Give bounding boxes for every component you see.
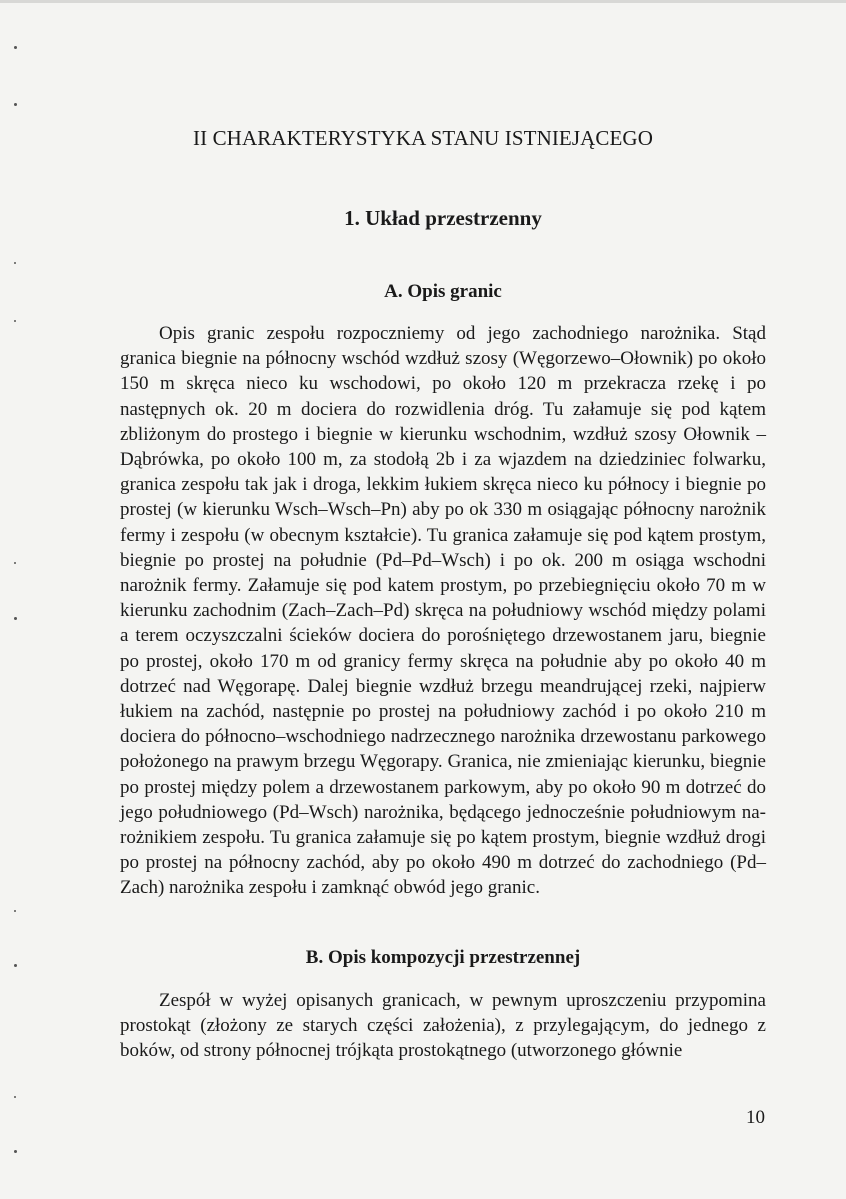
scan-margin-mark xyxy=(14,103,17,106)
scan-margin-mark xyxy=(14,320,16,322)
scan-margin-mark xyxy=(14,262,16,264)
scan-margin-mark xyxy=(14,46,17,49)
scan-margin-mark xyxy=(14,562,16,564)
page-number: 10 xyxy=(746,1107,765,1128)
scan-margin-mark xyxy=(14,617,17,620)
scan-margin-mark xyxy=(14,910,16,912)
scan-margin-mark xyxy=(14,1150,17,1153)
subsection-b-title: B. Opis kompozycji przestrzennej xyxy=(305,947,581,968)
section-title: 1. Układ przestrzenny xyxy=(344,206,542,230)
scan-margin-mark xyxy=(14,1096,16,1098)
chapter-title: II CHARAKTERYSTYKA STANU ISTNIEJĄCEGO xyxy=(193,126,653,150)
subsection-a-paragraph: Opis granic zespołu rozpoczniemy od jego zachodniego narożnika. Stąd granica biegnie na północny wschód wzdłuż szosy (Węgorzewo–Ołownik) po około 150 m skręca nieco ku wschodowi, po około 120 m przekracza rzekę i po następnych ok. 20 m dociera do rozwidlenia dróg. Tu załamuje się pod kątem zbliżonym do prostego i biegnie w kierunku wschodnim, wzdłuż szosy Ołownik – Dąbrówka, po około 100 m, za stodołą 2b i za wjazdem na dziedziniec folwarku, granica zespołu tak jak i droga, lekkim łukiem skręca nieco ku północy i biegnie po prostej (w kierunku Wsch–Wsch–Pn) aby po ok 330 m osiągając północny narożnik fermy i zespołu (w obecnym kształcie). Tu granica załamuje się pod kątem prostym, biegnie po prostej na południe (Pd–Pd–Wsch) i po ok. 200 m osiąga wschodni narożnik fermy. Załamuje się pod katem prostym, po przebiegnięciu około 70 m w kierunku zachodnim (Zach–Zach–Pd) skręca na południowy wschód między polami a terem oczyszczalni ścieków dociera do porośniętego drzewostanem jaru, biegnie po prostej, około 170 m od granicy fermy skręca na południe aby po około 40 m dotrzeć nad Węgorapę. Dalej biegnie wzdłuż brzegu meandrującej rzeki, najpierw łukiem na zachód, następnie po prostej na południowy zachód i po około 210 m dociera do północno–​wschodniego nadrzecznego narożnika drzewostanu parkowego położonego na prawym brzegu Węgorapy. Granica, nie zmieniając kierunku, biegnie po prostej między polem a drzewostanem parkowym, aby po około 90 m dotrzeć do jego południowego (Pd–Wsch) narożnika, będącego jednocześnie południowym narożnikiem zespołu. Tu granica załamuje się po kątem prostym, biegnie wzdłuż drogi po prostej na północny zachód, aby po około 490 m dotrzeć do zachodniego (Pd–Zach) narożnika zespołu i zamknąć obwód jego granic. xyxy=(120,323,766,899)
scan-top-edge xyxy=(0,0,846,3)
subsection-a-title: A. Opis granic xyxy=(384,281,502,302)
subsection-b-paragraph: Zespół w wyżej opisanych granicach, w pewnym uproszczeniu przypomina prostokąt (złożony ze starych części założenia), z przylegającym, do jednego z boków, od strony północnej trójkąta prostokątnego (utworzonego głównie xyxy=(120,990,766,1062)
